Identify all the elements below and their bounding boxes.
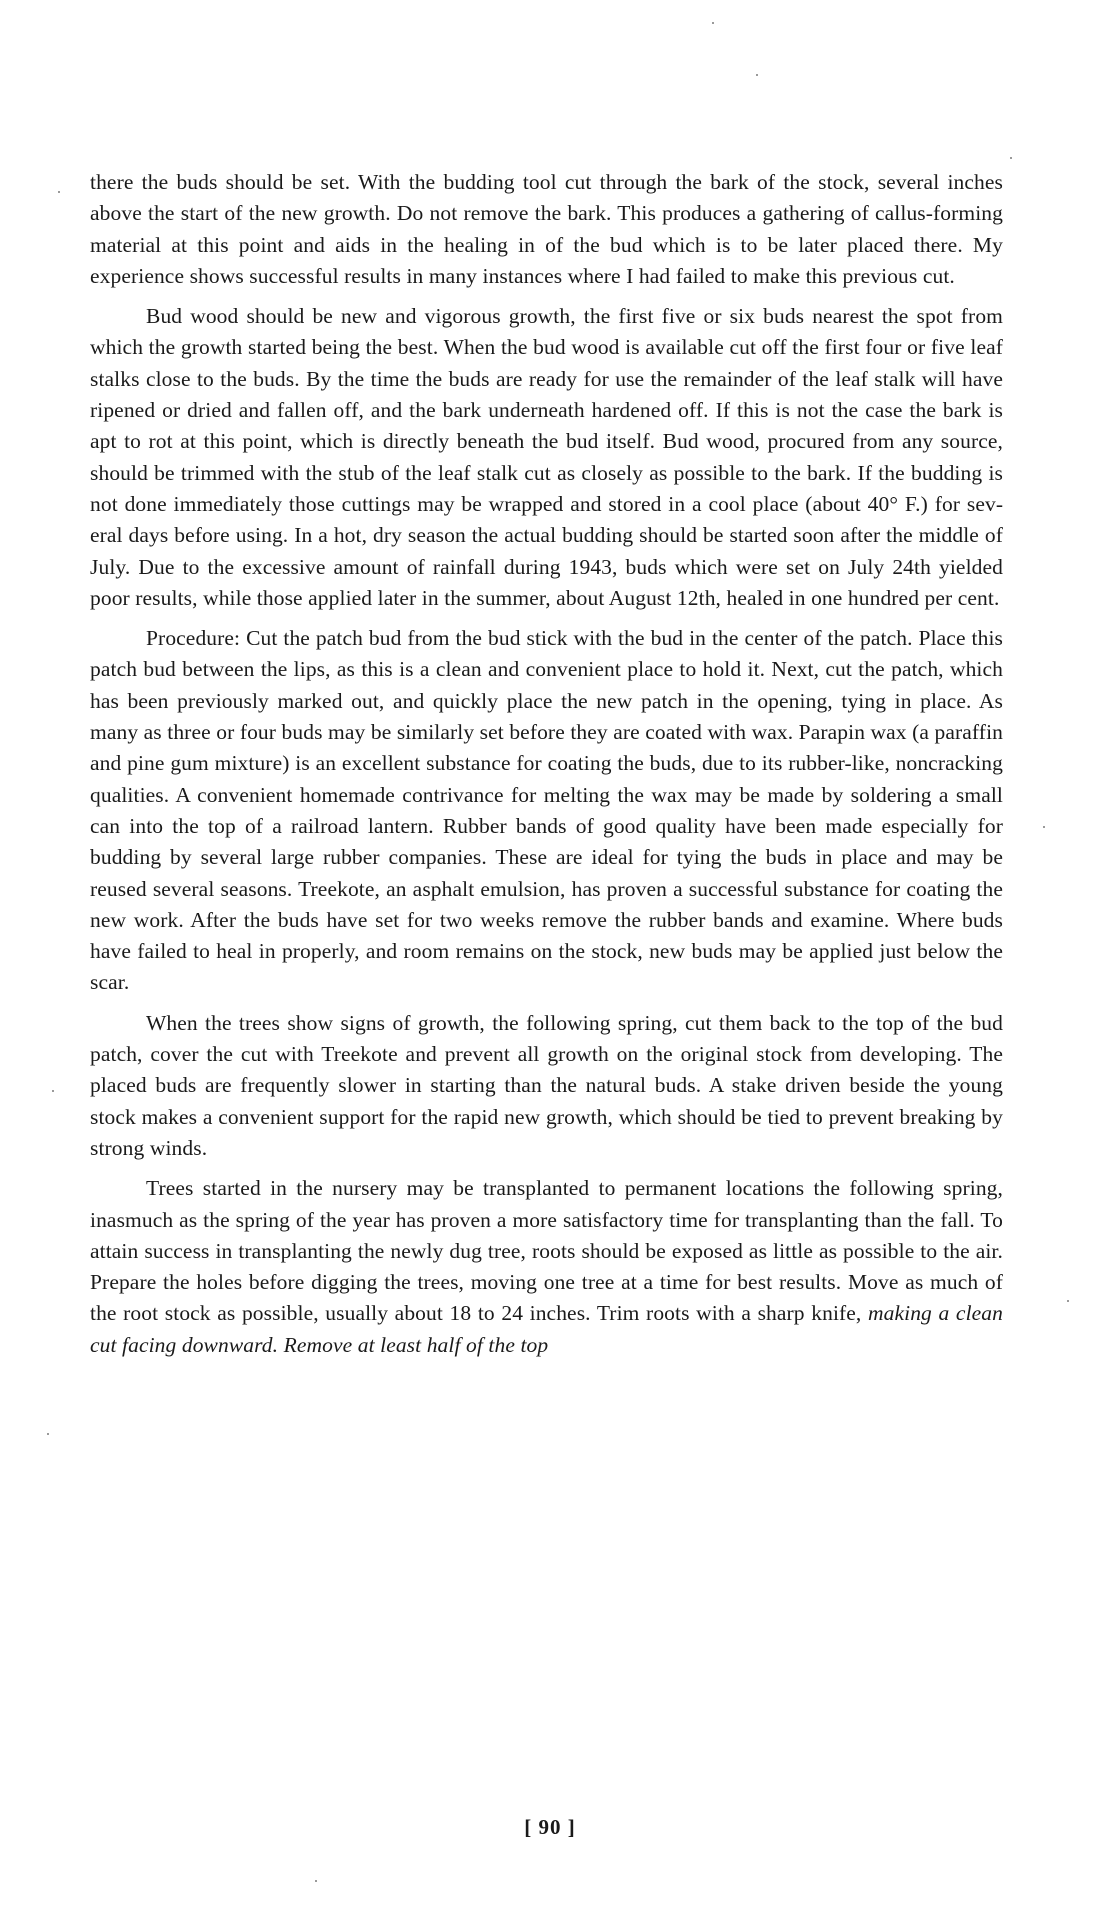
scan-speck — [1067, 1300, 1069, 1302]
paragraph-5-italic-text: making a clean cut facing downward. Remove at least half of the top — [90, 1301, 1003, 1357]
scan-speck — [58, 191, 60, 193]
body-text — [90, 167, 1003, 1370]
page-number: [ 90 ] — [524, 1815, 576, 1839]
scan-speck — [1010, 157, 1012, 159]
paragraph-3: Procedure: Cut the patch bud from the bud stick with the bud in the center of the patch. Place this patch bud between the lips, as this is a clean and convenient place to hold it. Next, cut the patch, which has been previously marked out, and quickly place the new patch in the opening, tying in place. As many as three or four buds may be similarly set before they are coated with wax. Parapin wax (a paraffin and pine gum mixture) is an excellent substance for coating the buds, due to its rubber-like, noncracking qualities. A convenient homemade contrivance for melting the wax may be made by soldering a small can into the top of a railroad lantern. Rubber bands of good quality have been made especially for budding by several large rubber companies. These are ideal for tying the buds in place and may be reused several seasons. Treekote, an asphalt emulsion, has proven a successful substance for coating the new work. After the buds have set for two weeks remove the rubber bands and examine. Where buds have failed to heal in properly, and room remains on the stock, new buds may be applied just below the scar. — [90, 626, 1003, 995]
paragraph-5 — [90, 1173, 1003, 1361]
paragraph-2: Bud wood should be new and vigorous growth, the first five or six buds nearest the spot from which the growth started being the best. When the bud wood is available cut off the first four or five leaf stalks close to the buds. By the time the buds are ready for use the remainder of the leaf stalk will have ripened or dried and fallen off, and the bark underneath hardened off. If this is not the case the bark is apt to rot at this point, which is directly beneath the bud itself. Bud wood, procured from any source, should be trimmed with the stub of the leaf stalk cut as closely as possible to the bark. If the budding is not done immediately those cuttings may be wrapped and stored in a cool place (about 40° F.) for several days before using. In a hot, dry season the actual budding should be started soon after the middle of July. Due to the excessive amount of rainfall during 1943, buds which were set on July 24th yielded poor results, while those applied later in the summer, about August 12th, healed in one hundred per cent. — [90, 304, 1003, 610]
paragraph-5-text: Trees started in the nursery may be transplanted to permanent locations the following spring, inasmuch as the spring of the year has proven a more satisfactory time for transplanting than the fall. To attain success in transplanting the newly dug tree, roots should be exposed as little as possible to the air. Prepare the holes before digging the trees, moving one tree at a time for best results. Move as much of the root stock as possible, usually about 18 to 24 inches. Trim roots with a sharp knife, — [90, 1176, 1003, 1326]
scan-speck — [52, 1090, 54, 1092]
paragraph-4: When the trees show signs of growth, the following spring, cut them back to the top of the bud patch, cover the cut with Treekote and prevent all growth on the original stock from developing. The placed buds are frequently slower in starting than the natural buds. A stake driven beside the young stock makes a convenient support for the rapid new growth, which should be tied to prevent breaking by strong winds. — [90, 1010, 1003, 1160]
scan-speck — [47, 1433, 49, 1435]
scan-speck — [1043, 826, 1045, 828]
scan-speck — [315, 1880, 317, 1882]
scan-speck — [712, 22, 714, 24]
paragraph-1: there the buds should be set. With the budding tool cut through the bark of the stock, several inches above the start of the new growth. Do not remove the bark. This produces a gathering of callus-forming material at this point and aids in the healing in of the bud which is to be later placed there. My experience shows successful results in many instances where I had failed to make this previous cut. — [90, 170, 1003, 288]
scan-speck — [756, 74, 758, 76]
